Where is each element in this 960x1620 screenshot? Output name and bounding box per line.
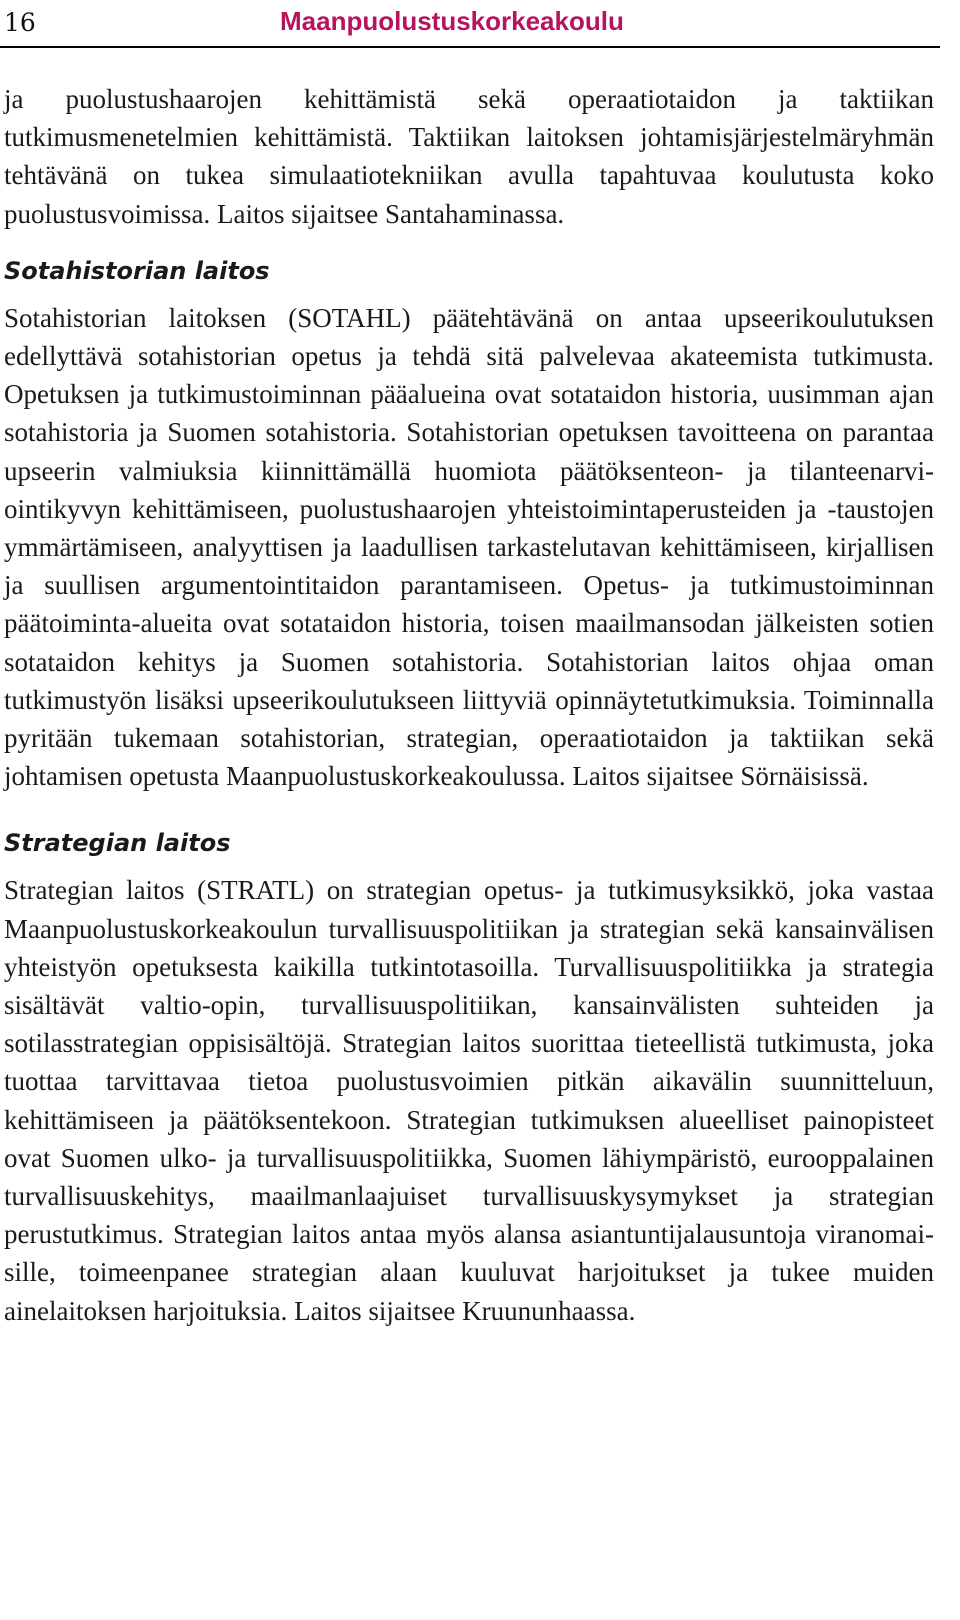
- section-paragraph-sotahistorian-laitos: Sotahistorian laitoksen (SOTAHL) päätehtävänä on antaa upseerikoulutuksen edellyttävä sotahistorian opetus ja tehdä sitä palvelevaa akateemista tutkimusta. Opetuksen ja tutkimustoiminnan pääalueina ovat sotataidon historia, uusimman ajan sotahistoria ja Suomen sotahistoria. Sotahistorian opetuksen tavoitteena on parantaa upseerin valmiuksia kiinnittämällä huomiota päätöksenteon- ja tilanteenarviointikyvyn kehittämiseen, puolustushaarojen yhteistoimintaperusteiden ja -taustojen ymmärtämiseen, analyyttisen ja laadullisen tarkastelutavan kehittämiseen, kirjallisen ja suullisen argumentointitaidon parantamiseen. Opetus- ja tutkimustoiminnan päätoiminta-alueita ovat sotataidon historia, toisen maailmansodan jälkeisten sotien sotataidon kehitys ja Suomen sotahistoria. Sotahistorian laitos ohjaa oman tutkimustyön lisäksi upseerikoulutukseen liittyviä opinnäytetutkimuksia. Toiminnalla pyritään tukemaan sotahistorian, strategian, operaatiotaidon ja taktiikan sekä johtamisen opetusta Maanpuolustuskorkeakoulussa. Laitos sijaitsee Sörnäisissä.: [4, 302, 934, 792]
- body-text: [4, 80, 934, 1330]
- section-paragraph-strategian-laitos: Strategian laitos (STRATL) on strategian opetus- ja tutkimusyksikkö, joka vastaa Maanpuolustuskorkeakoulun turvallisuuspolitiikan ja strategian sekä kansainvälisen yhteistyön opetuksesta kaikilla tutkintotasoilla. Turvallisuuspolitiikka ja strategia sisältävät valtio-opin, turvallisuuspolitiikan, kansainvälisten suhteiden ja sotilasstrategian oppisisältöjä. Strategian laitos suorittaa tieteellistä tutkimusta, joka tuottaa tarvittavaa tietoa puolustusvoimien pitkän aikavälin suunnitteluun, kehittämiseen ja päätöksentekoon. Strategian tutkimuksen alueelliset painopisteet ovat Suomen ulko- ja turvallisuuspolitiikka, Suomen lähiympäristö, eurooppalainen turvallisuuskehitys, maailmanlaajuiset turvallisuuskysymykset ja strategian perustutkimus. Strategian laitos antaa myös alansa asiantuntijalausuntoja viranomaisille, toimeenpanee strategian alaan kuuluvat harjoitukset ja tukee muiden ainelaitoksen harjoituksia. Laitos sijaitsee Kruununhaassa.: [4, 875, 934, 1326]
- section-heading-sotahistorian-laitos: Sotahistorian laitos: [4, 256, 270, 285]
- page-number: 16: [4, 8, 36, 37]
- page-header: [0, 0, 940, 48]
- intro-paragraph: ja puolustushaarojen kehittämistä sekä operaatiotaidon ja taktiikan tutkimusmenetelmien kehittämistä. Taktiikan laitoksen johtamisjärjestelmäryhmän tehtävänä on tukea simulaatiotekniikan avulla tapahtuvaa koulutusta koko puolustusvoimissa. Laitos sijaitsee Santahaminassa.: [4, 84, 934, 229]
- running-title: Maanpuolustuskorkeakoulu: [280, 6, 624, 36]
- section-heading-strategian-laitos: Strategian laitos: [4, 829, 231, 858]
